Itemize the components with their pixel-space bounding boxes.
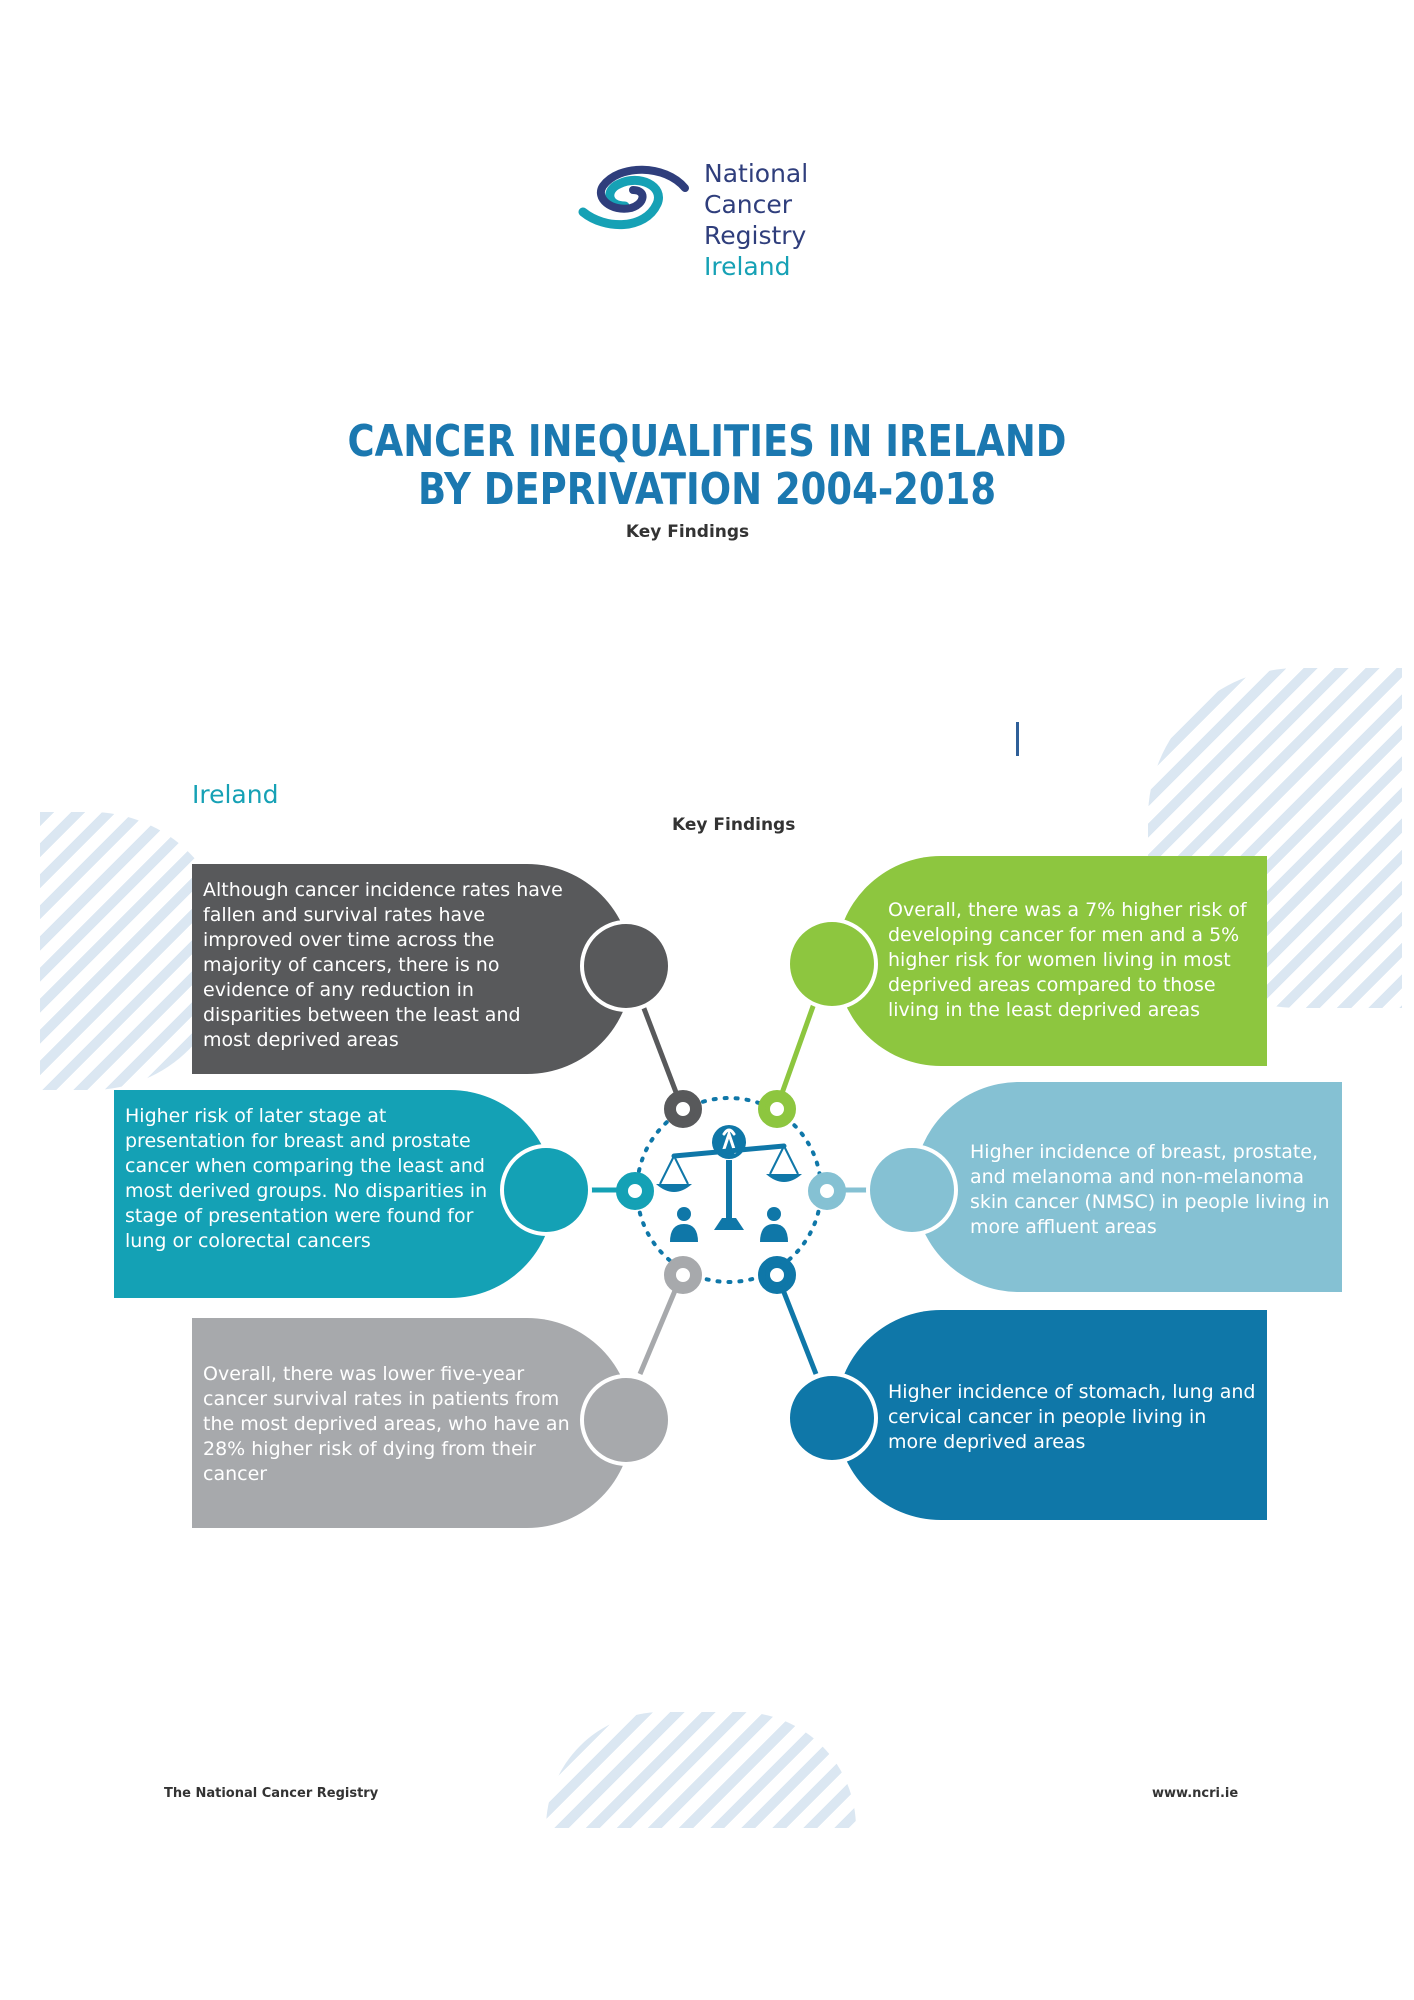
page-subtitle: Key Findings — [625, 522, 750, 542]
logo-line-registry: Registry — [704, 221, 807, 250]
finding-card-deprived — [836, 1310, 1267, 1520]
ncri-logo-mark-icon — [575, 160, 695, 240]
finding-card-survival — [192, 1318, 632, 1528]
finding-text-stage: Higher risk of later stage at presentation for breast and prostate cancer when comparing the least and most derived groups. No disparities in stage of presentation were found for lung or colorectal cancers — [125, 1105, 488, 1252]
finding-text-deprived: Higher incidence of stomach, lung and cervical cancer in people living in more deprived areas — [888, 1381, 1256, 1453]
page-title-line2: BY DEPRIVATION 2004-2018 — [417, 464, 997, 515]
decorative-stripes-bottom — [546, 1712, 856, 1828]
finding-text-reduction: Although cancer incidence rates have fallen and survival rates have improved over time across the majority of cancers, there is no evidence of any reduction in disparities between the least and most deprived areas — [203, 879, 563, 1051]
logo-line-cancer: Cancer — [704, 190, 793, 219]
finding-circle-affluent — [866, 1144, 958, 1236]
finding-text-survival: Overall, there was lower five-year cancer survival rates in patients from the most deprived areas, who have an 28% higher risk of dying from their cancer — [203, 1363, 570, 1485]
page-title-line1: CANCER INEQUALITIES IN IRELAND — [347, 416, 1067, 467]
finding-card-stage — [114, 1090, 554, 1298]
infographic-subtitle: Key Findings — [672, 815, 796, 835]
footer-website-link[interactable]: www.ncri.ie — [1152, 1786, 1239, 1801]
finding-card-affluent — [914, 1082, 1342, 1292]
ncri-logo — [575, 158, 815, 288]
page-title — [113, 418, 1301, 514]
finding-circle-risk — [786, 918, 878, 1010]
finding-card-risk — [836, 856, 1267, 1066]
logo-line-national: National — [704, 159, 809, 188]
finding-card-reduction — [192, 864, 632, 1074]
footer-organisation: The National Cancer Registry — [164, 1786, 379, 1801]
finding-text-risk: Overall, there was a 7% higher risk of developing cancer for men and a 5% higher risk for women living in most deprived areas compared to those living in the least deprived areas — [888, 899, 1247, 1021]
fragment-divider-mark — [1016, 722, 1019, 756]
fragment-ireland-label: Ireland — [192, 780, 279, 809]
hub-node-survival — [664, 1256, 702, 1294]
scales-of-justice-icon — [644, 1118, 814, 1248]
logo-line-ireland: Ireland — [704, 252, 791, 281]
finding-circle-survival — [580, 1374, 672, 1466]
finding-circle-deprived — [786, 1372, 878, 1464]
finding-circle-stage — [500, 1144, 592, 1236]
finding-text-affluent: Higher incidence of breast, prostate, and melanoma and non-melanoma skin cancer (NMSC) in people living in more affluent areas — [970, 1141, 1330, 1238]
hub-node-deprived — [758, 1256, 796, 1294]
finding-circle-reduction — [580, 920, 672, 1012]
